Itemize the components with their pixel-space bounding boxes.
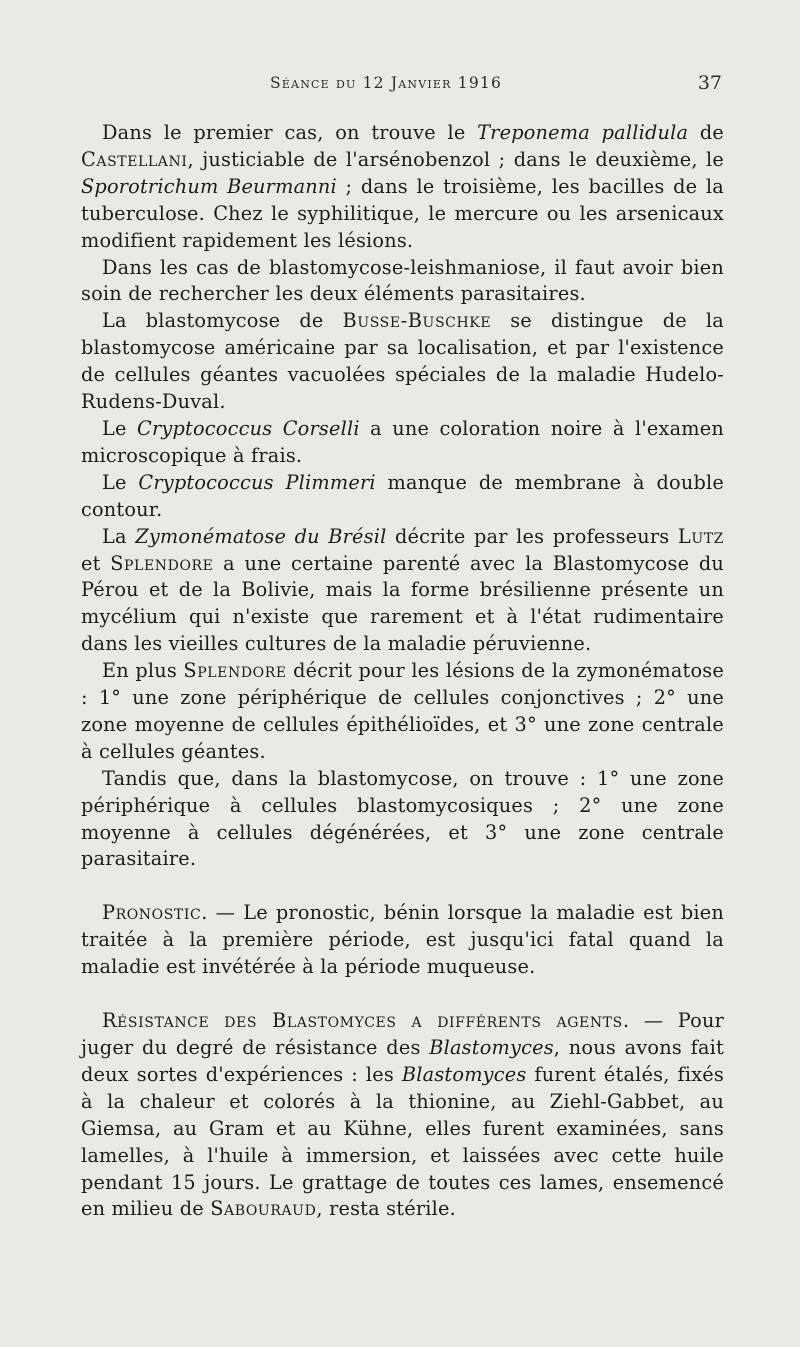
page-header: [0, 74, 800, 104]
paragraph-blastomycose-leishmaniose: Dans les cas de blastomycose-leishmaniose, il faut avoir bien soin de rechercher les deux éléments parasitaires.: [81, 255, 724, 306]
paragraph-splendore-lesions: En plus Splendore décrit pour les lésions de la zymonématose : 1° une zone périphérique de cellules conjonctives ; 2° une zone moyenne de cellules épithélioïdes, et 3° une zone centrale à cellules géantes.: [81, 659, 724, 763]
running-title: Séance du 12 Janvier 1916: [270, 74, 503, 92]
body-text: [81, 120, 724, 1223]
paragraph-treponema: Dans le premier cas, on trouve le Treponema pallidula de Castellani, justiciable de l'arsénobenzol ; dans le deuxième, le Sporotrichum Beurmanni ; dans le troisième, les bacilles de la tuberculose. Chez le syphilitique, le mercure ou les arsenicaux modifient rapidement les lésions.: [81, 121, 724, 252]
paragraph-busse-buschke: La blastomycose de Busse-Buschke se distingue de la blastomycose américaine par sa localisation, et par l'existence de cellules géantes vacuolées spéciales de la maladie Hudelo-Rudens-Duval.: [81, 309, 724, 414]
paragraph-blastomycose-zones: Tandis que, dans la blastomycose, on trouve : 1° une zone périphérique à cellules blastomycosiques ; 2° une zone moyenne à cellules dégénérées, et 3° une zone centrale parasitaire.: [81, 766, 724, 871]
paragraph-resistance: Résistance des Blastomyces a différents agents. — Pour juger du degré de résistance des Blastomyces, nous avons fait deux sortes d'expériences : les Blastomyces furent étalés, fixés à la chaleur et colorés à la thionine, au Ziehl-Gabbet, au Giemsa, au Gram et au Kühne, elles furent examinées, sans lamelles, à l'huile à immersion, et laissées avec cette huile pendant 15 jours. Le grattage de toutes ces lames, ensemencé en milieu de Sabouraud, resta stérile.: [81, 1009, 725, 1221]
paragraph-cryptococcus-corselli: Le Cryptococcus Corselli a une coloration noire à l'examen microscopique à frais.: [81, 416, 724, 467]
paragraph-cryptococcus-plimmeri: Le Cryptococcus Plimmeri manque de membrane à double contour.: [81, 470, 724, 521]
paragraph-pronostic: Pronostic. — Le pronostic, bénin lorsque la maladie est bien traitée à la première période, est jusqu'ici fatal quand la maladie est invétérée à la période muqueuse.: [81, 901, 724, 979]
paragraph-zymonematose: La Zymonématose du Brésil décrite par les professeurs Lutz et Splendore a une certaine parenté avec la Blastomycose du Pérou et de la Bolivie, mais la forme brésilienne présente un mycélium qui n'existe que rarement et à l'état rudimentaire dans les vieilles cultures de la maladie péruvienne.: [81, 524, 724, 656]
page-number: 37: [697, 72, 722, 94]
